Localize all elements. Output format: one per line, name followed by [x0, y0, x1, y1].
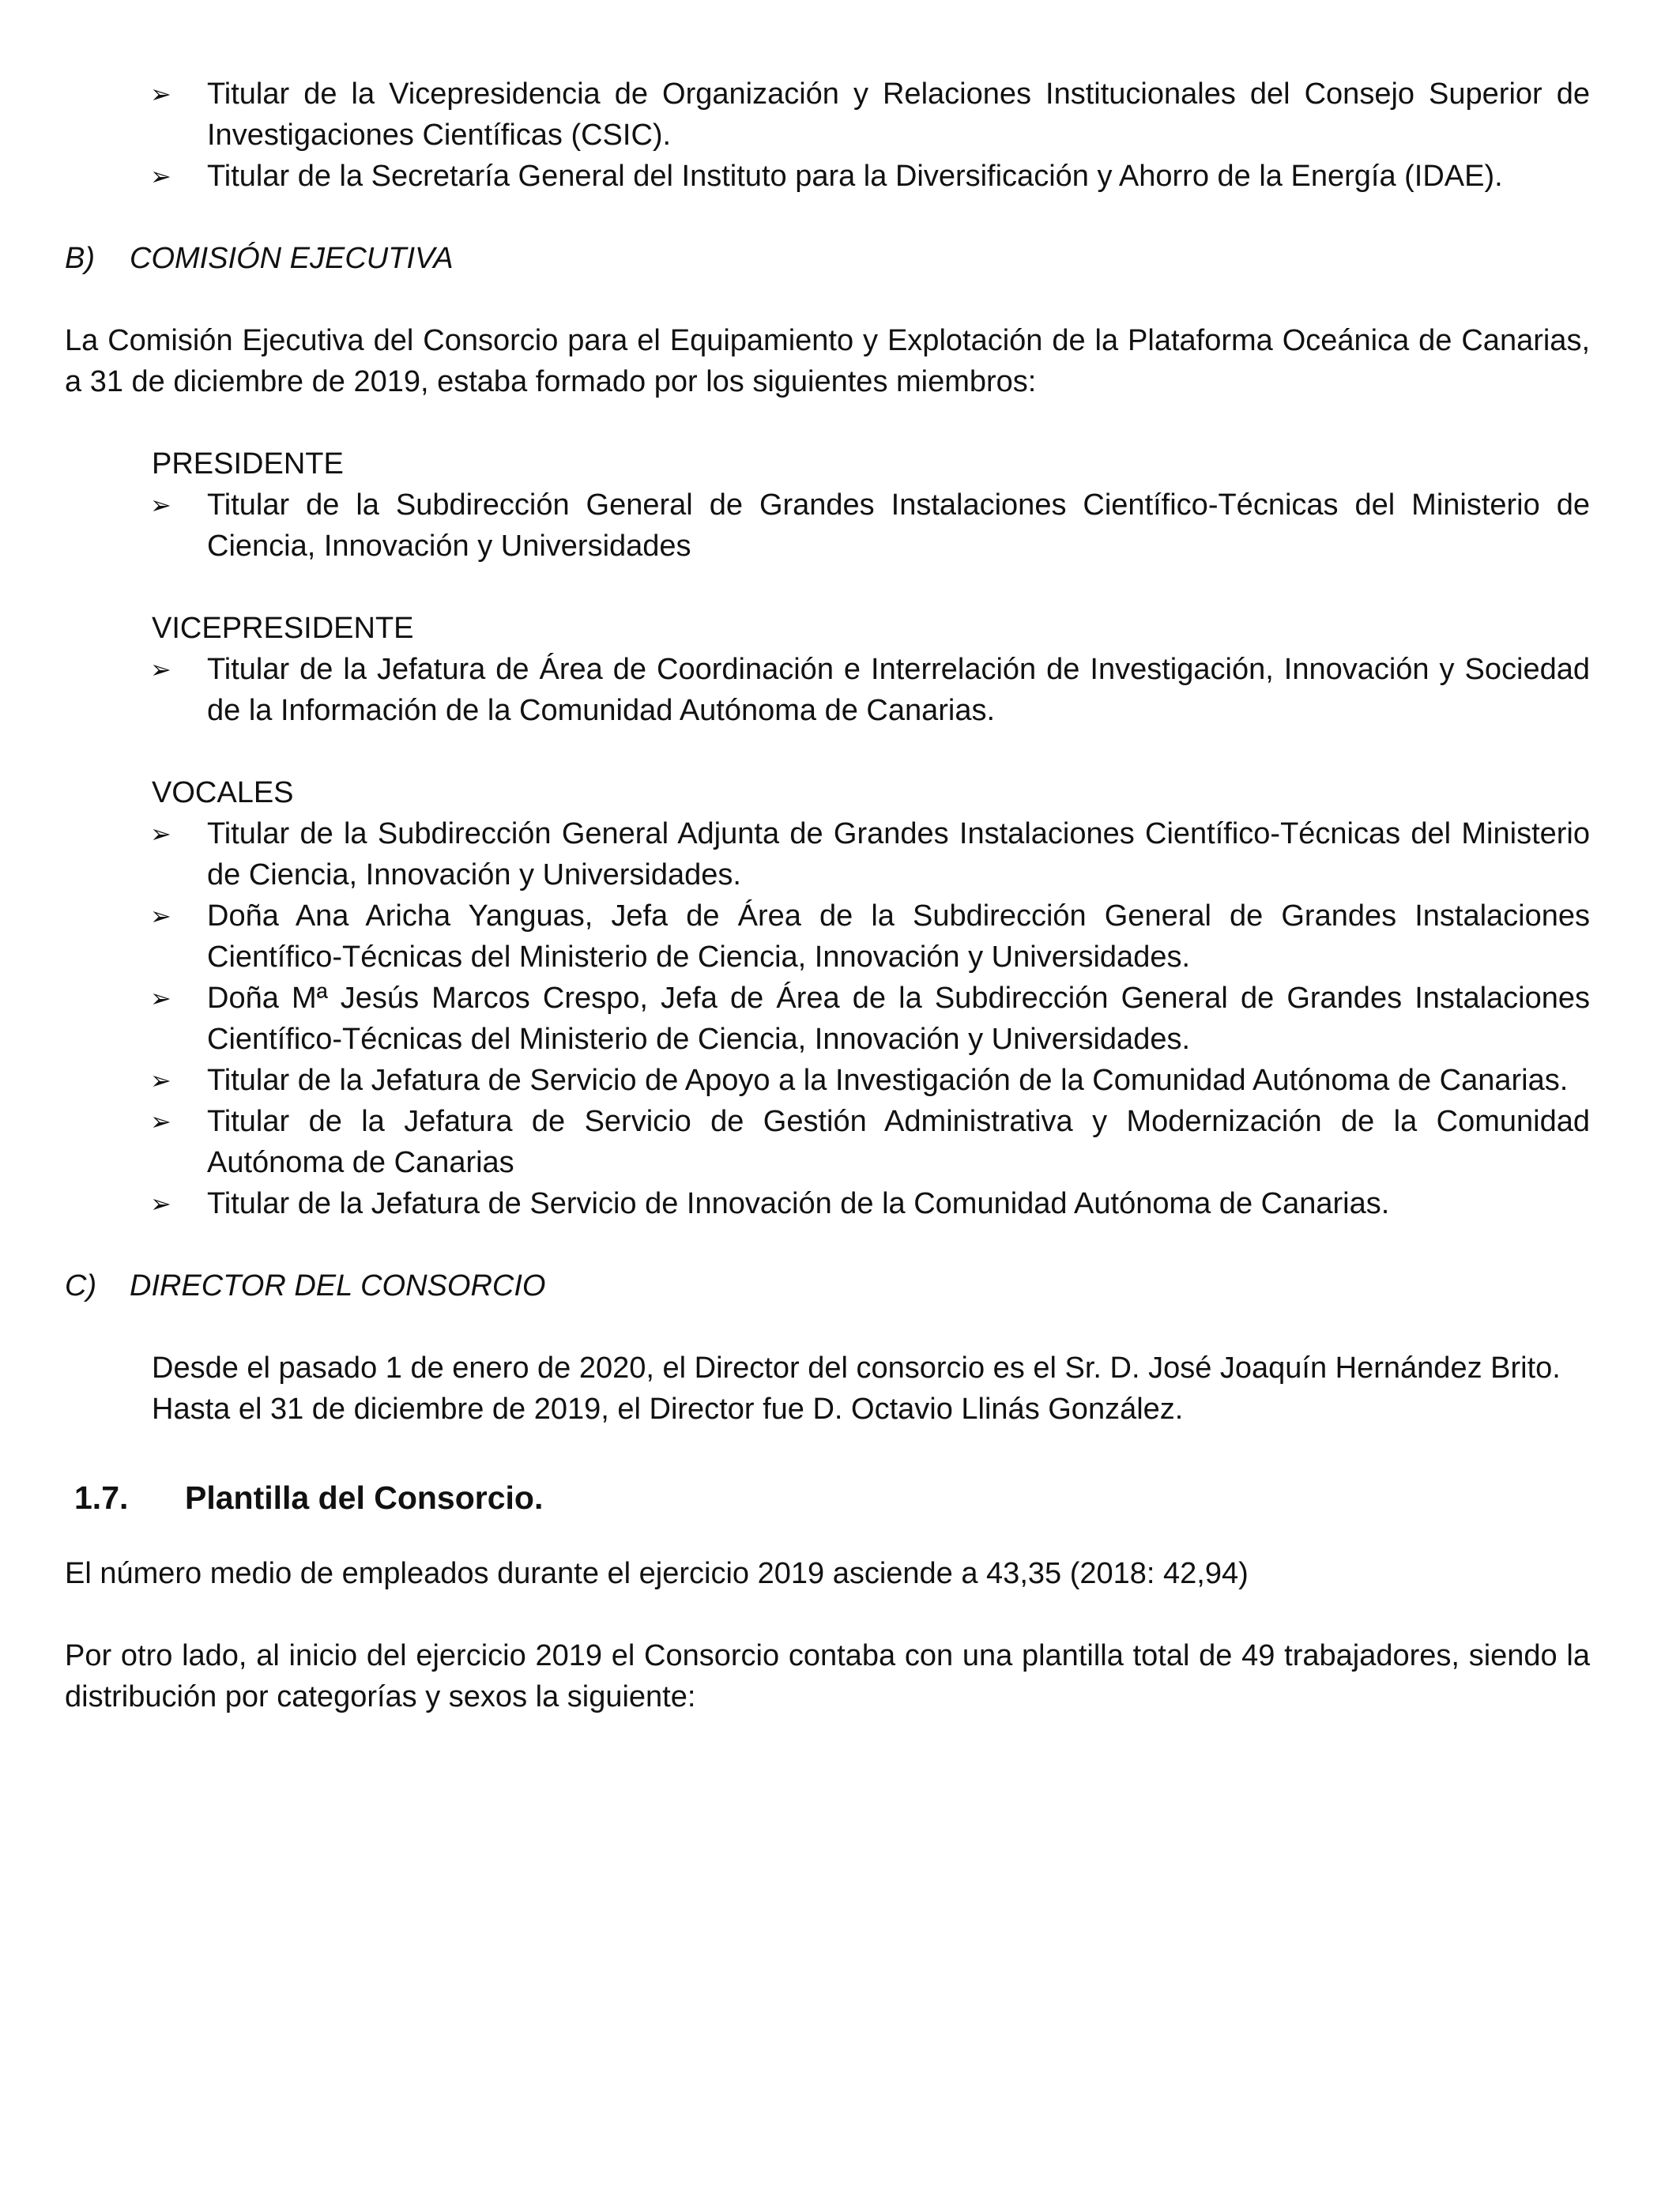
employees-average-paragraph: El número medio de empleados durante el ejercicio 2019 asciende a 43,35 (2018: 42,94): [65, 1557, 1249, 1590]
list-item-text: Titular de la Subdirección General Adjunta de Grandes Instalaciones Científico-Técnicas del Ministerio de Ciencia, Innovación y Universidades.: [207, 817, 1590, 892]
section-b-heading: [65, 238, 1590, 279]
director-line-2: Hasta el 31 de diciembre de 2019, el Director fue D. Octavio Llinás González.: [152, 1393, 1184, 1426]
vocales-label: VOCALES: [152, 776, 294, 809]
list-item-text: Titular de la Subdirección General de Grandes Instalaciones Científico-Técnicas del Ministerio de Ciencia, Innovación y Universidades: [207, 488, 1590, 563]
arrow-bullet-icon: ➢: [150, 983, 171, 1013]
list-item-text: Titular de la Jefatura de Área de Coordinación e Interrelación de Investigación, Innovación y Sociedad de la Información de la Comunidad Autónoma de Canarias.: [207, 653, 1590, 727]
arrow-bullet-icon: ➢: [150, 490, 171, 520]
list-item: [150, 895, 1590, 978]
list-item-text: Titular de la Jefatura de Servicio de Apoyo a la Investigación de la Comunidad Autónoma de Canarias.: [207, 1064, 1569, 1097]
section-b-letter: B): [65, 242, 95, 275]
list-item: [150, 1183, 1590, 1224]
section-17-heading: [65, 1477, 1590, 1518]
vicepresident-label: VICEPRESIDENTE: [152, 612, 414, 645]
list-item: [150, 156, 1590, 197]
list-item: [150, 978, 1590, 1060]
arrow-bullet-icon: ➢: [150, 1106, 171, 1137]
top-bullet-list: [65, 74, 1590, 197]
arrow-bullet-icon: ➢: [150, 1065, 171, 1095]
director-line-1: Desde el pasado 1 de enero de 2020, el Director del consorcio es el Sr. D. José Joaquín Hernández Brito.: [152, 1351, 1561, 1385]
vocales-list: [65, 813, 1590, 1224]
arrow-bullet-icon: ➢: [150, 654, 171, 684]
president-block: [65, 443, 1590, 484]
staff-distribution-paragraph: Por otro lado, al inicio del ejercicio 2019 el Consorcio contaba con una plantilla total de 49 trabajadores, siendo la distribución por categorías y sexos la siguiente:: [65, 1639, 1590, 1713]
section-c-heading: [65, 1265, 1590, 1306]
list-item-text: Titular de la Secretaría General del Instituto para la Diversificación y Ahorro de la Energía (IDAE).: [207, 160, 1503, 193]
arrow-bullet-icon: ➢: [150, 819, 171, 849]
list-item-text: Titular de la Jefatura de Servicio de Gestión Administrativa y Modernización de la Comunidad Autónoma de Canarias: [207, 1105, 1590, 1179]
president-label: PRESIDENTE: [152, 447, 344, 481]
vicepresident-list: [65, 649, 1590, 731]
section-17-title: Plantilla del Consorcio.: [185, 1480, 544, 1516]
section-c-letter: C): [65, 1269, 97, 1302]
president-list: [65, 484, 1590, 567]
list-item: [150, 1060, 1590, 1101]
director-block: [65, 1348, 1590, 1430]
list-item: [150, 1101, 1590, 1183]
vicepresident-block: [65, 608, 1590, 649]
arrow-bullet-icon: ➢: [150, 901, 171, 931]
list-item-text: Titular de la Vicepresidencia de Organización y Relaciones Institucionales del Consejo Superior de Investigaciones Científicas (CSIC).: [207, 77, 1590, 152]
document-page: [65, 74, 1590, 1717]
section-17-number: 1.7.: [74, 1480, 129, 1516]
list-item: [150, 649, 1590, 731]
vocales-block: [65, 772, 1590, 813]
arrow-bullet-icon: ➢: [150, 79, 171, 109]
arrow-bullet-icon: ➢: [150, 161, 171, 191]
section-b-title: COMISIÓN EJECUTIVA: [130, 242, 454, 275]
list-item: [150, 74, 1590, 156]
list-item-text: Titular de la Jefatura de Servicio de Innovación de la Comunidad Autónoma de Canarias.: [207, 1187, 1390, 1220]
section-b-intro: La Comisión Ejecutiva del Consorcio para el Equipamiento y Explotación de la Plataforma Oceánica de Canarias, a 31 de diciembre de 2019, estaba formado por los siguientes miembros:: [65, 324, 1590, 398]
paragraph-spacer: [65, 1594, 1590, 1635]
list-item: [150, 484, 1590, 567]
arrow-bullet-icon: ➢: [150, 1189, 171, 1219]
list-item: [150, 813, 1590, 895]
list-item-text: Doña Ana Aricha Yanguas, Jefa de Área de la Subdirección General de Grandes Instalaciones Científico-Técnicas del Ministerio de Ciencia, Innovación y Universidades.: [207, 899, 1590, 974]
list-item-text: Doña Mª Jesús Marcos Crespo, Jefa de Área de la Subdirección General de Grandes Instalaciones Científico-Técnicas del Ministerio de Ciencia, Innovación y Universidades.: [207, 982, 1590, 1056]
section-c-title: DIRECTOR DEL CONSORCIO: [130, 1269, 546, 1302]
